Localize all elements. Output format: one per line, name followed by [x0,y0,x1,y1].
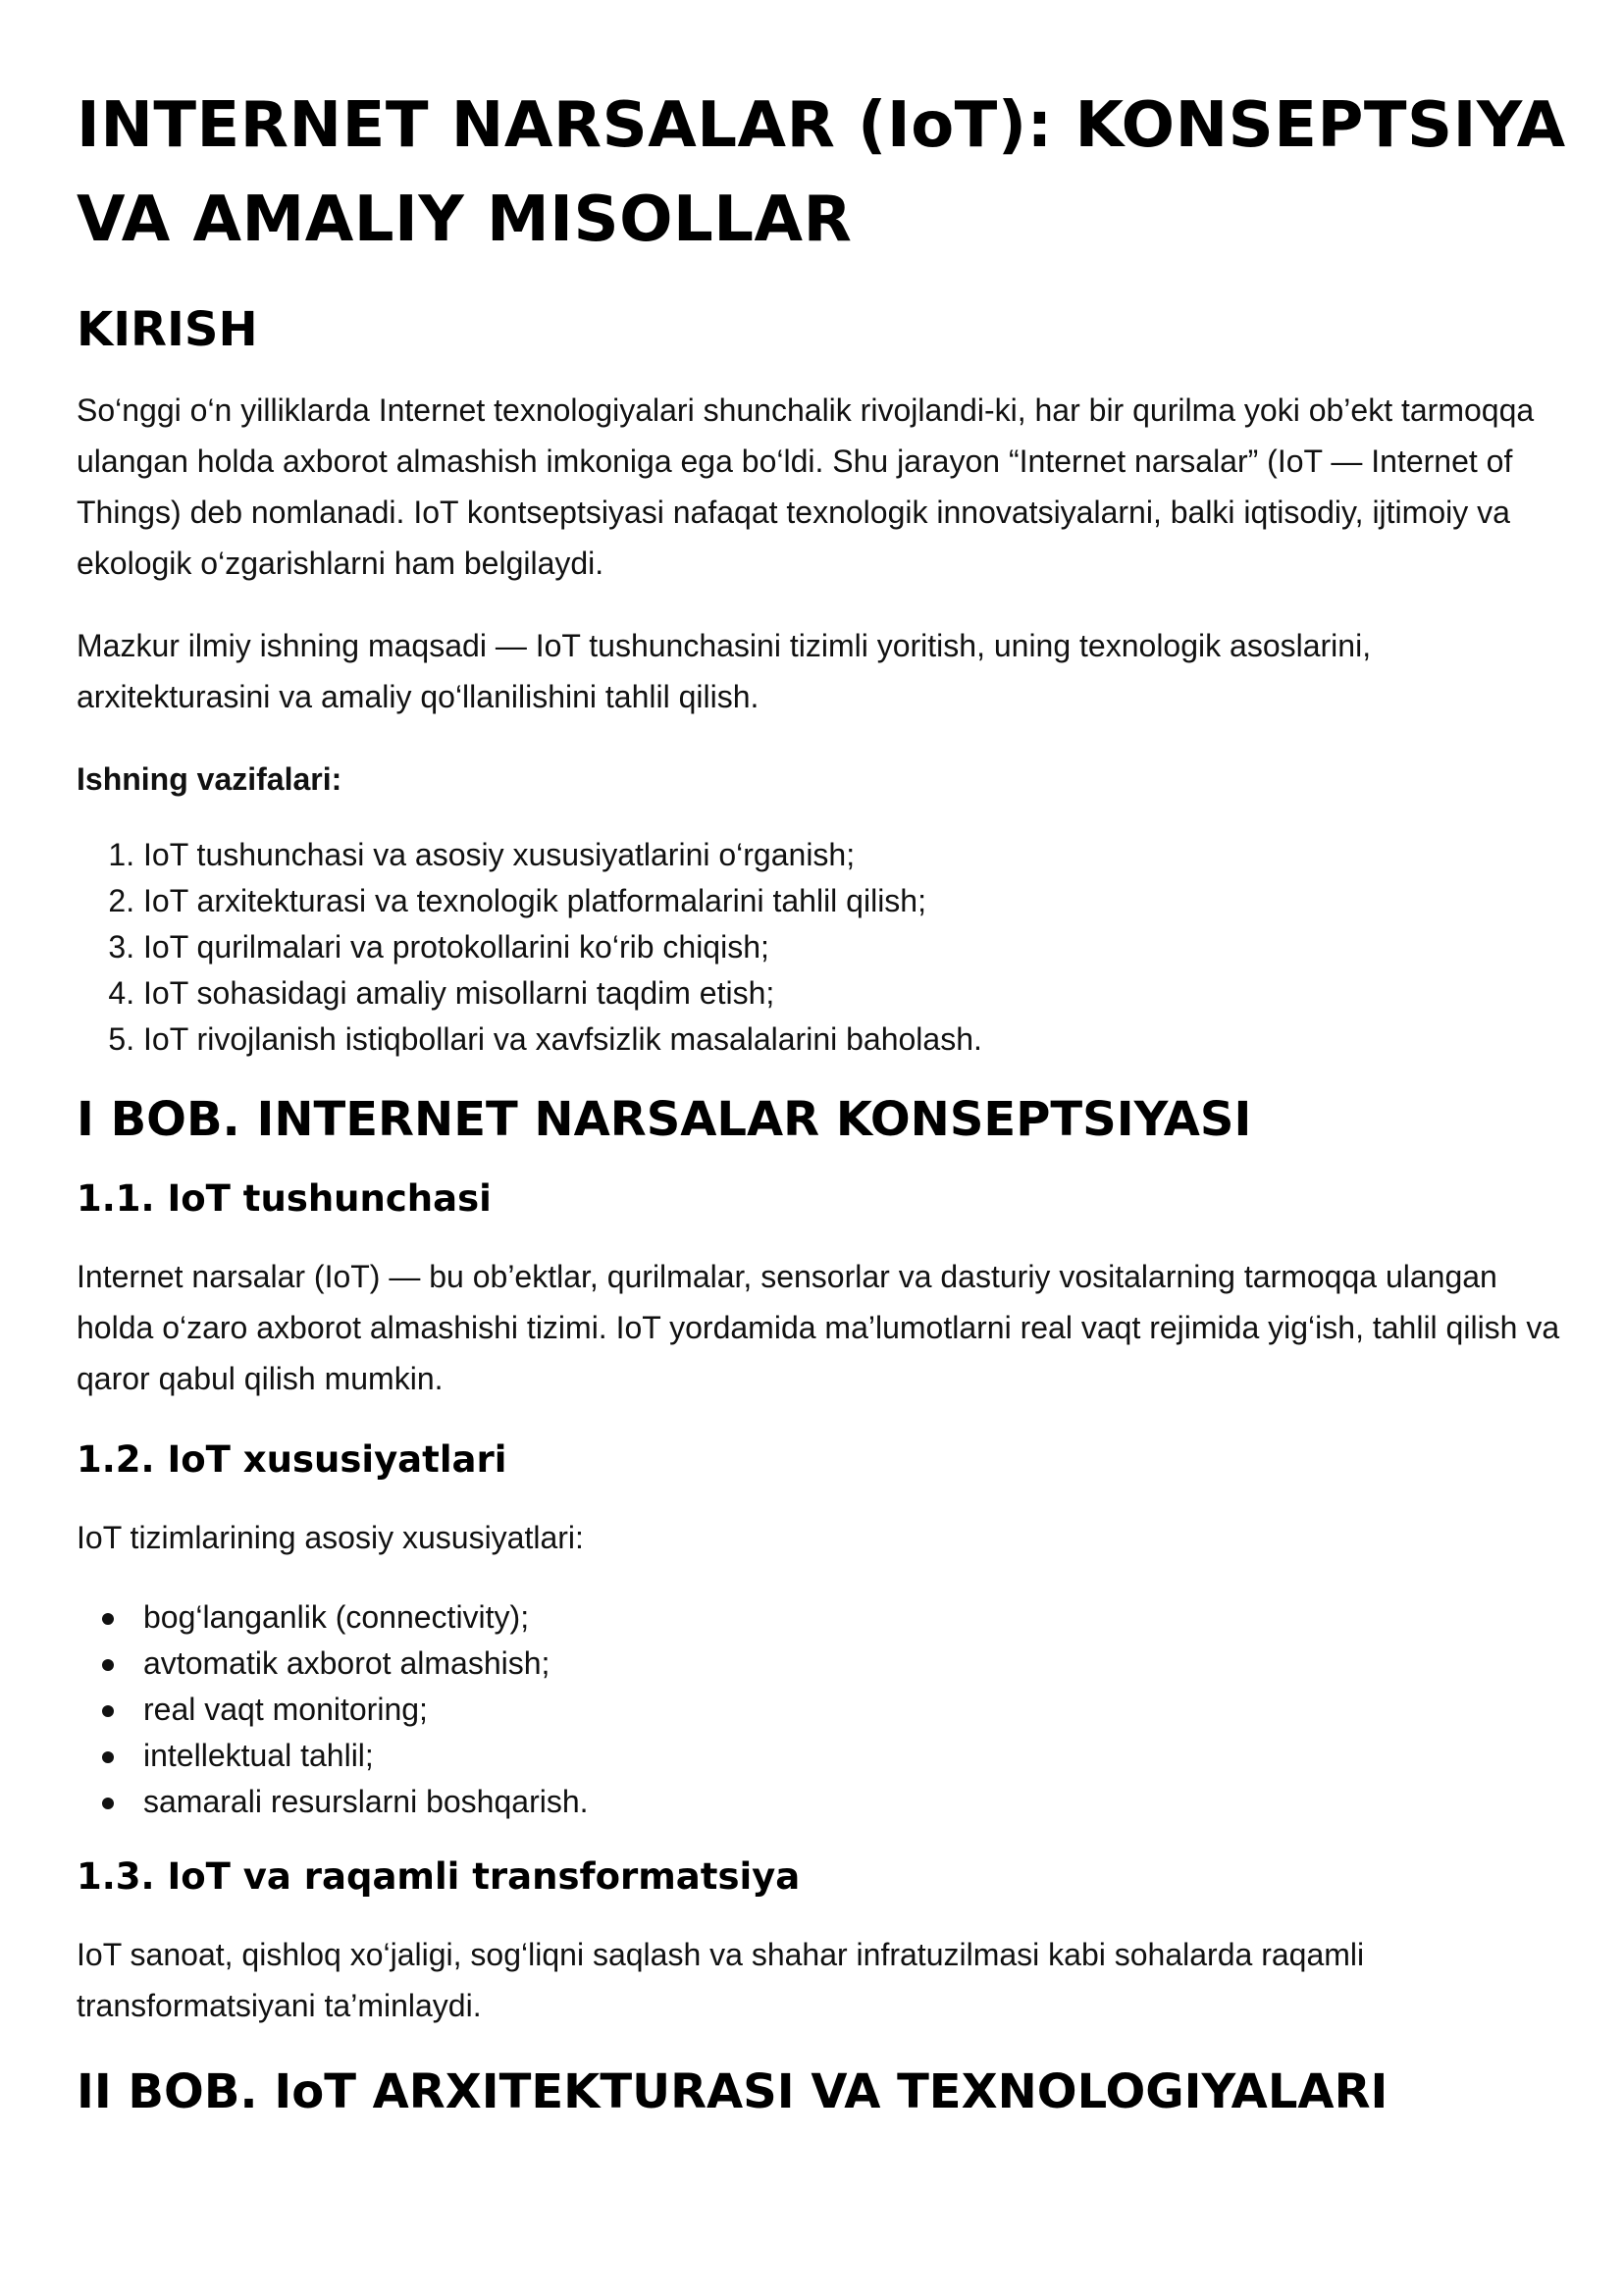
section-1-1-heading: 1.1. IoT tushunchasi [77,1177,492,1220]
list-item: 5. IoT rivojlanish istiqbollari va xavfsizlik masalalarini baholash. [143,1017,1568,1063]
bullet-icon [102,1613,114,1625]
list-item [143,1779,1568,1825]
bullet-icon [102,1659,114,1671]
bullet-icon [102,1705,114,1717]
list-item: 1. IoT tushunchasi va asosiy xususiyatlarini o‘rganish; [143,832,1568,878]
list-item [143,1733,1568,1779]
section-1-3-heading: 1.3. IoT va raqamli transformatsiya [77,1855,801,1898]
list-item-text: avtomatik axborot almashish; [143,1645,550,1681]
tasks-list [77,832,1568,1063]
section-1-2-heading: 1.2. IoT xususiyatlari [77,1438,507,1481]
list-item [143,1641,1568,1687]
section-1-1-text: Internet narsalar (IoT) — bu ob’ektlar, qurilmalar, sensorlar va dasturiy vositalarning tarmoqqa ulangan holda o‘zaro axborot almashishi tizimi. IoT yordamida ma’lumotlarni real vaqt rejimida yig‘ish, tahlil qilish va qaror qabul qilish mumkin. [77,1259,1560,1396]
list-item-text: intellektual tahlil; [143,1738,374,1773]
chapter-1-heading: I BOB. INTERNET NARSALAR KONSEPTSIYASI [77,1092,1252,1147]
features-list [77,1594,1568,1825]
section-heading-intro: KIRISH [77,302,258,357]
list-item [143,1594,1568,1641]
document-title: INTERNET NARSALAR (IoT): KONSEPTSIYA VA AMALIY MISOLLAR [77,89,1566,256]
tasks-label: Ishning vazifalari: [77,761,342,797]
list-item: 3. IoT qurilmalari va protokollarini ko‘rib chiqish; [143,924,1568,970]
list-item-text: bog‘langanlik (connectivity); [143,1599,530,1635]
list-item [143,1687,1568,1733]
section-1-3-text: IoT sanoat, qishloq xo‘jaligi, sog‘liqni saqlash va shahar infratuzilmasi kabi sohalarda raqamli transformatsiyani ta’minlaydi. [77,1937,1365,2023]
intro-paragraph-2: Mazkur ilmiy ishning maqsadi — IoT tushunchasini tizimli yoritish, uning texnologik asoslarini, arxitekturasini va amaliy qo‘llanilishini tahlil qilish. [77,628,1372,714]
chapter-2-heading: II BOB. IoT ARXITEKTURASI VA TEXNOLOGIYALARI [77,2064,1388,2119]
list-item: 2. IoT arxitekturasi va texnologik platformalarini tahlil qilish; [143,878,1568,924]
list-item: 4. IoT sohasidagi amaliy misollarni taqdim etish; [143,970,1568,1017]
bullet-icon [102,1751,114,1763]
document-page [77,78,1568,2147]
intro-paragraph-1: So‘nggi o‘n yilliklarda Internet texnologiyalari shunchalik rivojlandi-ki, har bir qurilma yoki ob’ekt tarmoqqa ulangan holda axborot almashish imkoniga ega bo‘ldi. Shu jarayon “Internet narsalar” (IoT — Internet of Things) deb nomlanadi. IoT kontseptsiyasi nafaqat texnologik innovatsiyalarni, balki iqtisodiy, ijtimoiy va ekologik o‘zgarishlarni ham belgilaydi. [77,392,1535,581]
bullet-icon [102,1798,114,1809]
list-item-text: samarali resurslarni boshqarish. [143,1784,589,1819]
list-item-text: real vaqt monitoring; [143,1692,428,1727]
section-1-2-text: IoT tizimlarining asosiy xususiyatlari: [77,1520,584,1555]
